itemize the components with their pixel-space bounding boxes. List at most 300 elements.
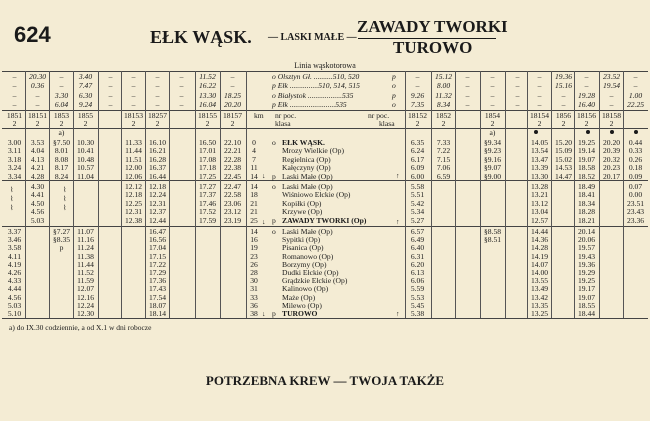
time-right: 13.21 xyxy=(530,190,549,200)
time-right: 13.30 xyxy=(530,171,549,181)
time-right: 19.43 xyxy=(577,251,596,261)
time-right: 5.27 xyxy=(410,215,425,225)
conn-left-time: 6.30 xyxy=(78,91,93,100)
time-right: 0.18 xyxy=(628,163,643,173)
time-left: 3.18 xyxy=(7,154,22,164)
time-left: 3.46 xyxy=(7,235,22,245)
route-to-bottom: TUROWO xyxy=(393,38,473,57)
conn-right-time: – xyxy=(537,72,542,81)
time-left: 16.44 xyxy=(148,171,167,181)
time-right: 14.36 xyxy=(530,235,549,245)
conn-left-time: – xyxy=(155,91,160,100)
time-right: 13.12 xyxy=(530,198,549,208)
time-right: 15.09 xyxy=(554,146,573,156)
conn-left-time: – xyxy=(179,81,184,90)
time-right: 13.25 xyxy=(530,309,549,318)
time-right: 19.07 xyxy=(577,292,596,302)
train-class: 2 xyxy=(609,119,614,128)
station-name: Milewo (Op) xyxy=(282,300,322,310)
time-left: 11.38 xyxy=(77,251,94,261)
conn-left-time: – xyxy=(230,72,235,81)
time-right: 5.59 xyxy=(410,284,425,294)
time-left: 3.53 xyxy=(30,138,45,147)
time-left: 16.50 xyxy=(198,138,217,147)
time-left: 16.47 xyxy=(148,227,167,236)
time-right: 20.32 xyxy=(602,154,621,164)
station-name: Mrozy Wielkie (Op) xyxy=(282,146,344,156)
time-left: 12.12 xyxy=(124,182,143,191)
time-right: 7.06 xyxy=(436,163,451,173)
time-left: 10.48 xyxy=(76,154,95,164)
conn-left-time: – xyxy=(131,100,136,109)
station-name: TUROWO xyxy=(282,309,318,318)
conn-left-time: 0.36 xyxy=(30,81,45,90)
time-left: 4.26 xyxy=(7,268,22,277)
train-number: 18153 xyxy=(124,111,143,120)
conn-left-time: 16.22 xyxy=(198,81,217,90)
time-left: 3.37 xyxy=(7,227,22,236)
label-train-no-right: nr poc. xyxy=(368,111,390,120)
time-right: §9.16 xyxy=(483,154,502,164)
conn-right-time: – xyxy=(609,100,614,109)
time-right: 13.54 xyxy=(530,146,549,156)
conn-left-time: – xyxy=(108,91,113,100)
label-class-right: klasa xyxy=(379,119,395,128)
time-right: 18.21 xyxy=(577,215,596,225)
time-left: 12.18 xyxy=(124,190,143,200)
station-dir: o xyxy=(272,182,276,191)
conn-left-time: – xyxy=(179,91,184,100)
direction-arrow-icon: ↓ xyxy=(262,172,266,180)
time-right: 0.44 xyxy=(628,138,643,147)
train-number: 18152 xyxy=(408,111,427,120)
station-dir: p xyxy=(272,215,276,225)
conn-right-time: 8.00 xyxy=(436,81,451,90)
time-right: 6.35 xyxy=(410,138,425,147)
time-right: 19.25 xyxy=(577,138,596,147)
station-name: Pisanica (Op) xyxy=(282,243,324,253)
conn-right-time: – xyxy=(415,72,420,81)
time-right: 14.19 xyxy=(530,251,549,261)
time-right: 19.29 xyxy=(577,268,596,277)
conn-right-time: – xyxy=(465,100,470,109)
time-right: 5.51 xyxy=(410,190,425,200)
conn-right-time: – xyxy=(490,100,495,109)
skip-mark: ⌇ xyxy=(10,186,14,194)
km-value: 4 xyxy=(252,146,256,156)
train-number: 1854 xyxy=(484,111,501,120)
time-right: §9.23 xyxy=(483,146,502,156)
time-left: 3.00 xyxy=(7,138,22,147)
time-left: 17.29 xyxy=(148,268,167,277)
bottom-rule xyxy=(2,318,648,319)
time-right: 19.25 xyxy=(577,276,596,286)
conn-right-time: – xyxy=(609,91,614,100)
time-right: §8.51 xyxy=(483,235,502,245)
conn-right-time: – xyxy=(465,91,470,100)
km-value: 14 xyxy=(250,171,258,181)
station-name: Kalinowo (Op) xyxy=(282,284,329,294)
time-right: 18.41 xyxy=(577,190,596,200)
station-name: Sypitki (Op) xyxy=(282,235,321,245)
conn-right-time: 15.16 xyxy=(554,81,573,90)
time-left: 12.31 xyxy=(124,207,143,217)
time-right: 6.40 xyxy=(410,243,425,253)
time-left: 12.24 xyxy=(148,190,167,200)
time-right: 0.07 xyxy=(628,182,643,191)
time-right: 5.42 xyxy=(410,198,425,208)
train-number: 1852 xyxy=(435,111,452,120)
time-left: 12.00 xyxy=(124,163,143,173)
time-right: 12.57 xyxy=(530,215,549,225)
conn-right-time: 7.35 xyxy=(410,100,425,109)
time-left: 5.03 xyxy=(7,300,22,310)
conn-right-time: – xyxy=(561,91,566,100)
km-value: 18 xyxy=(250,190,258,200)
time-left: 4.56 xyxy=(30,207,45,217)
time-right: 14.00 xyxy=(530,268,549,277)
time-left: 23.06 xyxy=(223,198,242,208)
conn-station: o Olsztyn Gł. ..........510, 520 xyxy=(272,72,360,81)
time-right: §8.58 xyxy=(483,227,502,236)
train-class: 2 xyxy=(584,119,589,128)
time-left: 17.04 xyxy=(148,243,167,253)
conn-right-time: – xyxy=(633,81,638,90)
time-left: 8.17 xyxy=(54,163,69,173)
time-left: 12.31 xyxy=(148,198,167,208)
time-left: 5.10 xyxy=(7,309,22,318)
time-left: 3.11 xyxy=(7,146,21,156)
time-right: 23.36 xyxy=(626,215,645,225)
km-value: 38 xyxy=(250,309,258,318)
time-left: 3.24 xyxy=(7,163,22,173)
train-number: 18257 xyxy=(148,111,167,120)
conn-right-time: 19.28 xyxy=(577,91,596,100)
conn-left-time: – xyxy=(59,72,64,81)
conn-right-time: 15.12 xyxy=(434,72,453,81)
skip-mark: ⌇ xyxy=(63,186,67,194)
time-right: 13.55 xyxy=(530,276,549,286)
time-left: 22.58 xyxy=(223,190,242,200)
time-left: 8.08 xyxy=(54,154,69,164)
time-left: 17.27 xyxy=(198,182,217,191)
time-left: 4.21 xyxy=(30,163,45,173)
time-left: 12.16 xyxy=(76,292,95,302)
time-left: §7.50 xyxy=(52,138,71,147)
conn-right-time: – xyxy=(537,91,542,100)
station-name: EŁK WĄSK. xyxy=(282,138,325,147)
km-value: 14 xyxy=(250,182,258,191)
time-left: 17.37 xyxy=(198,190,217,200)
time-right: §9.07 xyxy=(483,163,502,173)
time-right: 14.44 xyxy=(530,227,549,236)
time-left: 12.07 xyxy=(76,284,95,294)
conn-left-time: – xyxy=(59,81,64,90)
time-left: 22.21 xyxy=(223,146,242,156)
conn-left-time: – xyxy=(131,81,136,90)
conn-right-time: – xyxy=(465,81,470,90)
conn-left-time: 9.24 xyxy=(78,100,93,109)
bullet-mark xyxy=(586,130,590,134)
conn-left-time: – xyxy=(230,81,235,90)
time-left: 11.07 xyxy=(77,227,94,236)
train-number: 18154 xyxy=(530,111,549,120)
time-right: 6.31 xyxy=(410,251,425,261)
conn-right-time: – xyxy=(633,72,638,81)
time-left: 4.33 xyxy=(7,276,22,286)
train-number: 18156 xyxy=(577,111,596,120)
train-number: 18151 xyxy=(28,111,47,120)
route-to-top: ZAWADY TWORKI xyxy=(357,17,508,36)
conn-left-time: – xyxy=(35,91,40,100)
time-left: 11.24 xyxy=(77,243,94,253)
time-right: §9.00 xyxy=(483,171,502,181)
conn-right-time: – xyxy=(515,72,520,81)
time-right: 18.28 xyxy=(577,207,596,217)
time-right: 15.20 xyxy=(554,138,573,147)
time-right: 6.49 xyxy=(410,235,425,245)
conn-right-time: – xyxy=(584,81,589,90)
conn-right-time: 22.25 xyxy=(626,100,645,109)
time-left: 10.30 xyxy=(76,138,95,147)
time-left: 22.47 xyxy=(223,182,242,191)
km-value: 26 xyxy=(250,259,258,269)
station-name: Maże (Op) xyxy=(282,292,316,302)
time-right: 0.26 xyxy=(628,154,643,164)
time-left: 4.28 xyxy=(30,171,45,181)
time-left: 4.56 xyxy=(7,292,22,302)
bullet-mark xyxy=(634,130,638,134)
train-class: 2 xyxy=(131,119,136,128)
station-name: Laski Małe (Op) xyxy=(282,171,333,181)
conn-left-time: – xyxy=(155,81,160,90)
time-right: 6.24 xyxy=(410,146,425,156)
time-left: 17.43 xyxy=(148,284,167,294)
time-left: 17.01 xyxy=(198,146,217,156)
km-value: 7 xyxy=(252,154,256,164)
label-km: km xyxy=(254,111,264,120)
km-value: 21 xyxy=(250,207,258,217)
time-right: 6.17 xyxy=(410,154,425,164)
bullet-mark xyxy=(610,130,614,134)
time-left: 12.30 xyxy=(76,309,95,318)
conn-right-time: – xyxy=(465,72,470,81)
slogan: POTRZEBNA KREW — TWOJA TAKŻE xyxy=(205,373,445,388)
note-marker: a) xyxy=(58,128,65,137)
train-number: 1856 xyxy=(555,111,572,120)
line-name: Linia wąskotorowa xyxy=(294,61,356,70)
time-right: 0.09 xyxy=(628,171,643,181)
train-class: 2 xyxy=(59,119,64,128)
time-left: 11.59 xyxy=(77,276,94,286)
time-right: 6.06 xyxy=(410,276,425,286)
conn-left-time: – xyxy=(155,72,160,81)
time-right: 14.53 xyxy=(554,163,573,173)
train-number: 18158 xyxy=(602,111,621,120)
time-left: 16.37 xyxy=(148,163,167,173)
km-value: 31 xyxy=(250,284,258,294)
time-right: 18.52 xyxy=(577,171,596,181)
time-left: 22.28 xyxy=(223,154,242,164)
time-right: 7.33 xyxy=(436,138,451,147)
time-right: 14.28 xyxy=(530,243,549,253)
station-name: Romanowo (Op) xyxy=(282,251,334,261)
station-name: Laski Małe (Op) xyxy=(282,182,333,191)
conn-left-time: – xyxy=(12,91,17,100)
time-right: 18.34 xyxy=(577,198,596,208)
conn-left-time: – xyxy=(12,72,17,81)
km-value: 25 xyxy=(250,215,258,225)
conn-right-time: – xyxy=(584,72,589,81)
time-left: 22.38 xyxy=(223,163,242,173)
station-name: Grądzkie Ełckie (Op) xyxy=(282,276,348,286)
conn-right-time: 16.40 xyxy=(577,100,596,109)
time-right: 13.04 xyxy=(530,207,549,217)
direction-arrow-icon: ↑ xyxy=(396,310,400,318)
time-left: 8.01 xyxy=(54,146,69,156)
time-left: 16.10 xyxy=(148,138,167,147)
time-left: 17.54 xyxy=(148,292,167,302)
time-left: 17.52 xyxy=(198,207,217,217)
time-left: 17.36 xyxy=(148,276,167,286)
station-name: Kopiłki (Op) xyxy=(282,198,322,208)
time-left: 11.04 xyxy=(77,171,94,181)
conn-left-time: 20.30 xyxy=(28,72,47,81)
conn-station: p Ełk ...............510, 514, 515 xyxy=(272,81,360,90)
conn-right-time: 8.34 xyxy=(436,100,451,109)
station-name: Dudki Ełckie (Op) xyxy=(282,268,339,277)
label-class: klasa xyxy=(275,119,291,128)
train-class: 2 xyxy=(230,119,235,128)
conn-left-time: – xyxy=(179,72,184,81)
conn-left-time: 3.30 xyxy=(54,91,69,100)
time-right: 6.20 xyxy=(410,259,425,269)
time-right: 6.13 xyxy=(410,268,425,277)
train-number: 1853 xyxy=(53,111,70,120)
time-left: 16.21 xyxy=(148,146,167,156)
conn-code: p xyxy=(392,72,396,81)
time-left: 4.41 xyxy=(30,190,45,200)
time-left: 4.30 xyxy=(30,182,45,191)
time-left: 16.56 xyxy=(148,235,167,245)
table-number: 624 xyxy=(14,22,51,47)
station-dir: o xyxy=(272,227,276,236)
time-left: 11.33 xyxy=(125,138,142,147)
time-left: 3.34 xyxy=(7,171,22,181)
conn-right-time: – xyxy=(537,100,542,109)
km-value: 14 xyxy=(250,227,258,236)
time-right: 6.09 xyxy=(410,163,425,173)
time-left: 17.22 xyxy=(148,259,167,269)
conn-right-time: – xyxy=(515,81,520,90)
conn-right-time: 1.00 xyxy=(628,91,643,100)
conn-left-time: – xyxy=(108,72,113,81)
time-right: 13.35 xyxy=(530,300,549,310)
conn-right-time: – xyxy=(515,100,520,109)
time-left: 4.44 xyxy=(7,284,22,294)
time-right: 14.05 xyxy=(530,138,549,147)
train-number: 18155 xyxy=(198,111,217,120)
time-right: 19.36 xyxy=(577,259,596,269)
time-right: 20.23 xyxy=(602,163,621,173)
time-right: 19.17 xyxy=(577,284,596,294)
km-value: 30 xyxy=(250,276,258,286)
conn-right-time: 9.26 xyxy=(410,91,425,100)
time-left: 11.16 xyxy=(77,235,94,245)
conn-left-time: – xyxy=(12,100,17,109)
time-right: 5.34 xyxy=(410,207,425,217)
time-left: 12.25 xyxy=(124,198,143,208)
time-right: 14.07 xyxy=(530,259,549,269)
station-name: Borzymy (Op) xyxy=(282,259,327,269)
station-name: Wiśniowo Ełckie (Op) xyxy=(282,190,351,200)
conn-right-time: – xyxy=(561,100,566,109)
skip-mark: ⌇ xyxy=(63,195,67,203)
conn-left-time: – xyxy=(179,100,184,109)
time-right: 14.47 xyxy=(554,171,573,181)
time-right: 7.15 xyxy=(436,154,451,164)
time-right: 18.58 xyxy=(577,163,596,173)
conn-left-time: 3.40 xyxy=(78,72,93,81)
time-left: 4.19 xyxy=(7,259,22,269)
conn-left-time: – xyxy=(108,81,113,90)
time-right: 13.47 xyxy=(530,154,549,164)
footnote: a) do IX.30 codziennie, a od X.1 w dni robocze xyxy=(9,323,152,332)
conn-left-time: – xyxy=(155,100,160,109)
time-right: 0.00 xyxy=(628,190,643,200)
conn-left-time: – xyxy=(12,81,17,90)
time-right: 20.14 xyxy=(577,227,596,236)
time-right: 6.59 xyxy=(436,171,451,181)
direction-arrow-icon: ↑ xyxy=(396,172,400,180)
km-value: 28 xyxy=(250,268,258,277)
conn-station: o Białystok ..................535 xyxy=(272,91,354,100)
conn-right-time: – xyxy=(490,91,495,100)
time-left: 4.04 xyxy=(30,146,45,156)
time-right: 5.53 xyxy=(410,292,425,302)
train-number: 1851 xyxy=(6,111,23,120)
station-name: Laski Małe (Op) xyxy=(282,227,333,236)
time-right: 20.39 xyxy=(602,146,621,156)
time-left: 18.07 xyxy=(148,300,167,310)
time-right: 18.49 xyxy=(577,182,596,191)
km-value: 36 xyxy=(250,300,258,310)
time-left: 17.15 xyxy=(148,251,167,261)
station-name: Kałęczyny (Op) xyxy=(282,163,331,173)
time-right: 5.45 xyxy=(410,300,425,310)
train-class: 2 xyxy=(155,119,160,128)
skip-mark: ⌇ xyxy=(10,204,14,212)
station-dir: p xyxy=(272,309,276,318)
time-right: 20.17 xyxy=(602,171,621,181)
station-dir: p xyxy=(272,171,276,181)
time-right: 13.42 xyxy=(530,292,549,302)
time-right: 19.07 xyxy=(577,154,596,164)
time-left: 16.28 xyxy=(148,154,167,164)
time-left: 10.57 xyxy=(76,163,95,173)
conn-right-time: 11.32 xyxy=(435,91,452,100)
conn-right-time: 19.36 xyxy=(554,72,573,81)
conn-left-time: 16.04 xyxy=(198,100,217,109)
conn-station: p Ełk ........................535 xyxy=(272,100,347,109)
time-left: 12.38 xyxy=(124,215,143,225)
time-left: 17.08 xyxy=(198,154,217,164)
time-left: 12.24 xyxy=(76,300,95,310)
time-right: 23.51 xyxy=(626,198,645,208)
direction-arrow-icon: ↓ xyxy=(262,310,266,318)
conn-code: p xyxy=(392,91,396,100)
conn-right-time: – xyxy=(490,81,495,90)
